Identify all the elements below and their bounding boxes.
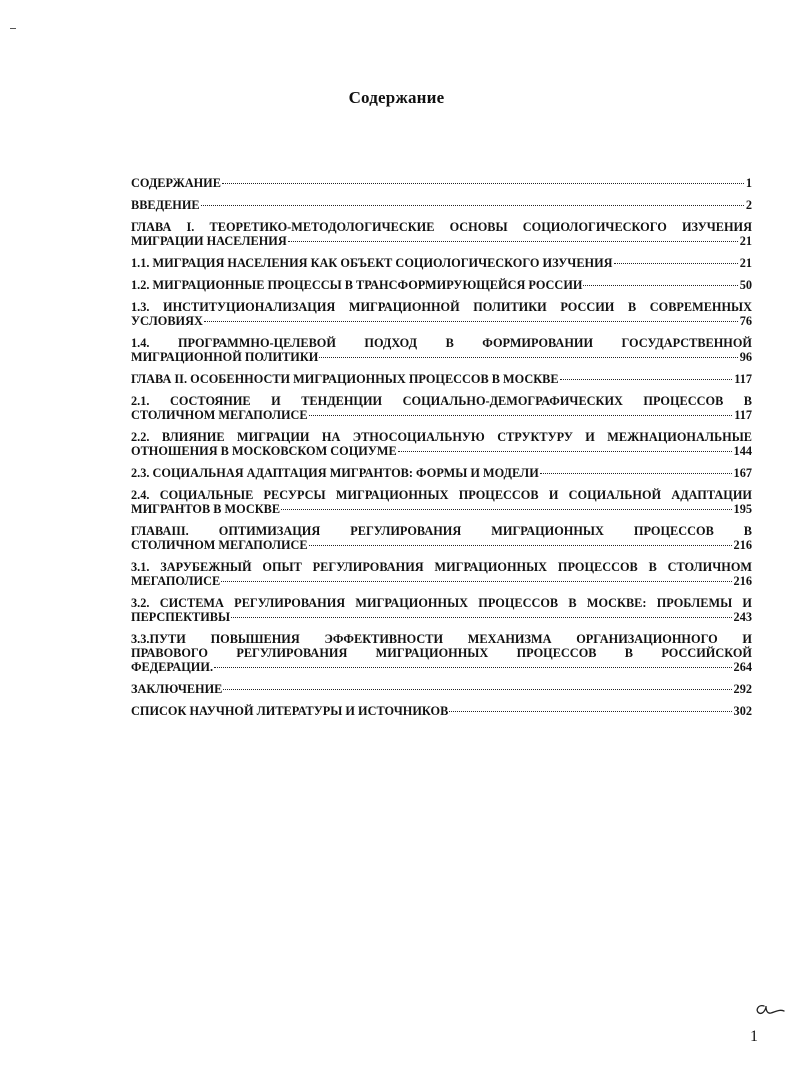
toc-page-number: 1 [745,176,752,190]
toc-entry-title-line: ГЛАВАIII. ОПТИМИЗАЦИЯ РЕГУЛИРОВАНИЯ МИГРАЦИОННЫХ ПРОЦЕССОВ В [131,524,752,538]
dot-leader [214,667,732,668]
dot-leader [222,183,744,184]
toc-entry-introduction[interactable] [131,198,752,212]
toc-entry-contents[interactable] [131,176,752,190]
toc-entry-title: МЕГАПОЛИСЕ [131,574,221,588]
toc-entry-title-line: 1.3. ИНСТИТУЦИОНАЛИЗАЦИЯ МИГРАЦИОННОЙ ПОЛИТИКИ РОССИИ В СОВРЕМЕННЫХ [131,300,752,314]
toc-page-number: 117 [734,372,752,386]
toc-entry-section-1-4[interactable] [131,336,752,364]
toc-entry-section-2-1[interactable] [131,394,752,422]
dot-leader [281,509,731,510]
page-number: 1 [750,1028,758,1045]
dot-leader [204,321,738,322]
toc-entry-chapter-3[interactable] [131,524,752,552]
table-of-contents [131,176,752,726]
dot-leader [540,473,732,474]
toc-page-number: 76 [739,314,752,328]
toc-entry-section-3-1[interactable] [131,560,752,588]
toc-page-number: 117 [734,408,752,422]
toc-entry-title: ФЕДЕРАЦИИ. [131,660,214,674]
page-title: Содержание [348,88,445,107]
toc-entry-title-line: 2.1. СОСТОЯНИЕ И ТЕНДЕНЦИИ СОЦИАЛЬНО-ДЕМОГРАФИЧЕСКИХ ПРОЦЕССОВ В [131,394,752,408]
toc-entry-section-1-2[interactable] [131,278,752,292]
toc-entry-section-3-3[interactable] [131,632,752,674]
toc-entry-title: ОТНОШЕНИЯ В МОСКОВСКОМ СОЦИУМЕ [131,444,397,458]
dot-leader [309,545,732,546]
toc-entry-title: ГЛАВА II. ОСОБЕННОСТИ МИГРАЦИОННЫХ ПРОЦЕССОВ В МОСКВЕ [131,372,559,386]
toc-entry-title: ВВЕДЕНИЕ [131,198,200,212]
dot-leader [614,263,738,264]
toc-entry-title-line: 3.3.ПУТИ ПОВЫШЕНИЯ ЭФФЕКТИВНОСТИ МЕХАНИЗМА ОРГАНИЗАЦИОННОГО И [131,632,752,646]
toc-entry-title: 1.2. МИГРАЦИОННЫЕ ПРОЦЕССЫ В ТРАНСФОРМИРУЮЩЕЙСЯ РОССИИ [131,278,583,292]
toc-page-number: 195 [733,502,752,516]
toc-entry-title: МИГРАЦИИ НАСЕЛЕНИЯ [131,234,287,248]
toc-entry-chapter-2[interactable] [131,372,752,386]
toc-entry-title: МИГРАНТОВ В МОСКВЕ [131,502,281,516]
toc-entry-title: МИГРАЦИОННОЙ ПОЛИТИКИ [131,350,319,364]
toc-page-number: 167 [733,466,752,480]
toc-entry-section-3-2[interactable] [131,596,752,624]
toc-entry-title-line: 2.4. СОЦИАЛЬНЫЕ РЕСУРСЫ МИГРАЦИОННЫХ ПРОЦЕССОВ И СОЦИАЛЬНОЙ АДАПТАЦИИ [131,488,752,502]
dot-leader [560,379,733,380]
toc-entry-title: СТОЛИЧНОМ МЕГАПОЛИСЕ [131,538,308,552]
dot-leader [583,285,737,286]
toc-entry-title: ПЕРСПЕКТИВЫ [131,610,231,624]
toc-entry-title-line: 1.4. ПРОГРАММНО-ЦЕЛЕВОЙ ПОДХОД В ФОРМИРОВАНИИ ГОСУДАРСТВЕННОЙ [131,336,752,350]
toc-entry-section-1-1[interactable] [131,256,752,270]
toc-entry-title: 1.1. МИГРАЦИЯ НАСЕЛЕНИЯ КАК ОБЪЕКТ СОЦИОЛОГИЧЕСКОГО ИЗУЧЕНИЯ [131,256,613,270]
toc-page-number: 50 [739,278,752,292]
toc-entry-title: СТОЛИЧНОМ МЕГАПОЛИСЕ [131,408,308,422]
toc-page-number: 21 [739,234,752,248]
toc-page-number: 292 [733,682,752,696]
handwritten-signature-mark [752,998,786,1020]
dot-leader [449,711,731,712]
toc-entry-title-line: 2.2. ВЛИЯНИЕ МИГРАЦИИ НА ЭТНОСОЦИАЛЬНУЮ СТРУКТУРУ И МЕЖНАЦИОНАЛЬНЫЕ [131,430,752,444]
dot-leader [309,415,733,416]
dot-leader [201,205,744,206]
toc-entry-section-2-4[interactable] [131,488,752,516]
toc-entry-title-line: ПРАВОВОГО РЕГУЛИРОВАНИЯ МИГРАЦИОННЫХ ПРОЦЕССОВ В РОССИЙСКОЙ [131,646,752,660]
toc-page-number: 144 [733,444,752,458]
toc-entry-title: ЗАКЛЮЧЕНИЕ [131,682,223,696]
toc-page-number: 302 [733,704,752,718]
toc-entry-title-line: ГЛАВА I. ТЕОРЕТИКО-МЕТОДОЛОГИЧЕСКИЕ ОСНОВЫ СОЦИОЛОГИЧЕСКОГО ИЗУЧЕНИЯ [131,220,752,234]
toc-entry-title: 2.3. СОЦИАЛЬНАЯ АДАПТАЦИЯ МИГРАНТОВ: ФОРМЫ И МОДЕЛИ [131,466,539,480]
dot-leader [221,581,731,582]
toc-entry-title: СПИСОК НАУЧНОЙ ЛИТЕРАТУРЫ И ИСТОЧНИКОВ [131,704,449,718]
dot-leader [288,241,738,242]
toc-page-number: 243 [733,610,752,624]
toc-page-number: 2 [745,198,752,212]
toc-page-number: 96 [739,350,752,364]
toc-entry-chapter-1[interactable] [131,220,752,248]
toc-page-number: 216 [733,538,752,552]
dot-leader [398,451,732,452]
dot-leader [231,617,732,618]
toc-entry-section-2-3[interactable] [131,466,752,480]
dot-leader [223,689,731,690]
toc-entry-title: СОДЕРЖАНИЕ [131,176,221,190]
toc-entry-references[interactable] [131,704,752,718]
toc-entry-conclusion[interactable] [131,682,752,696]
toc-page-number: 21 [739,256,752,270]
toc-entry-title-line: 3.1. ЗАРУБЕЖНЫЙ ОПЫТ РЕГУЛИРОВАНИЯ МИГРАЦИОННЫХ ПРОЦЕССОВ В СТОЛИЧНОМ [131,560,752,574]
toc-entry-section-2-2[interactable] [131,430,752,458]
dot-leader [319,357,737,358]
scan-mark [10,28,16,29]
toc-entry-title: УСЛОВИЯХ [131,314,203,328]
toc-entry-title-line: 3.2. СИСТЕМА РЕГУЛИРОВАНИЯ МИГРАЦИОННЫХ ПРОЦЕССОВ В МОСКВЕ: ПРОБЛЕМЫ И [131,596,752,610]
toc-page-number: 216 [733,574,752,588]
toc-page-number: 264 [733,660,752,674]
toc-entry-section-1-3[interactable] [131,300,752,328]
